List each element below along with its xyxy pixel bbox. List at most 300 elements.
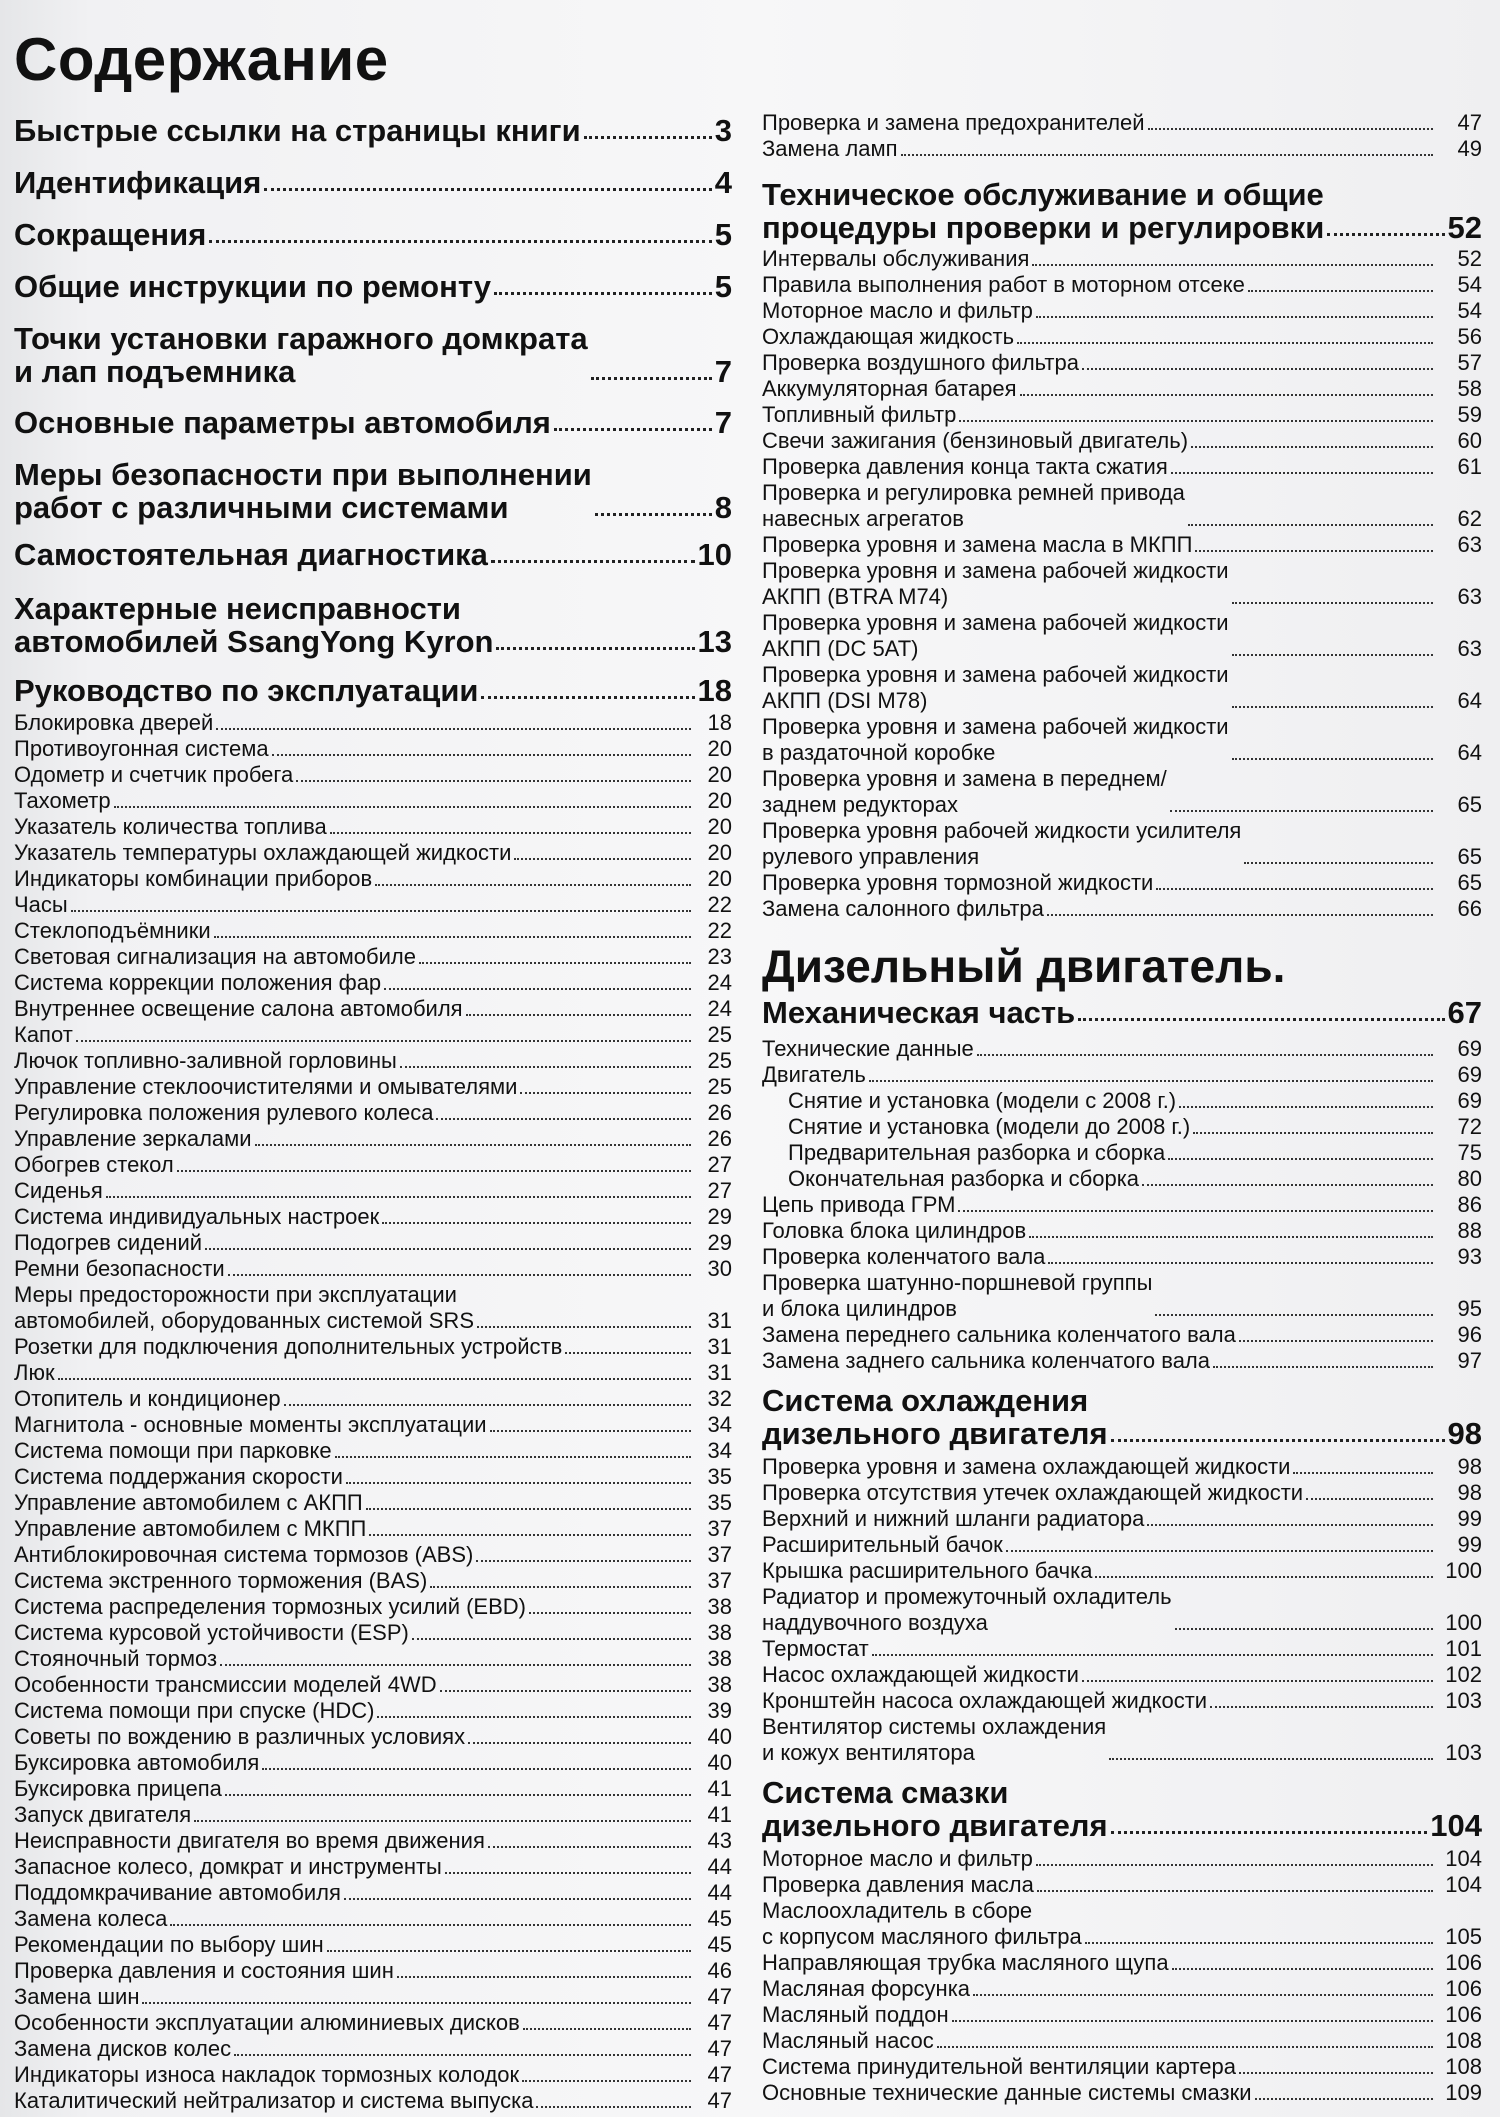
page-number: 34 bbox=[707, 1412, 732, 1437]
toc-entry[interactable] bbox=[762, 1114, 1482, 1140]
page-number: 66 bbox=[1457, 896, 1482, 921]
dot-leader bbox=[419, 962, 691, 964]
page-number: 109 bbox=[1445, 2080, 1482, 2105]
dot-leader bbox=[1293, 1472, 1433, 1474]
dot-leader bbox=[1156, 888, 1433, 890]
toc-entry[interactable] bbox=[14, 1256, 732, 1282]
dot-leader bbox=[494, 292, 712, 295]
toc-entry[interactable] bbox=[14, 1152, 732, 1178]
dot-leader bbox=[481, 696, 694, 699]
toc-entry[interactable] bbox=[14, 1204, 732, 1230]
toc-entry-label-line: АКПП (DSI M78) bbox=[762, 688, 928, 713]
toc-entry[interactable] bbox=[762, 402, 1482, 428]
page-number: 105 bbox=[1445, 1924, 1482, 1949]
toc-entry-label: Управление стеклоочистителями и омывателями bbox=[14, 1074, 518, 1099]
dot-leader bbox=[397, 1976, 691, 1978]
toc-entry[interactable] bbox=[14, 1620, 732, 1646]
toc-entry[interactable] bbox=[14, 1412, 732, 1438]
toc-entry[interactable] bbox=[762, 2080, 1482, 2106]
toc-entry[interactable] bbox=[762, 1088, 1482, 1114]
toc-entry-label: Розетки для подключения дополнительных устройств bbox=[14, 1334, 563, 1359]
page-number: 64 bbox=[1457, 740, 1482, 765]
page-number: 26 bbox=[707, 1100, 732, 1125]
toc-entry[interactable] bbox=[14, 1958, 732, 1984]
toc-entry[interactable] bbox=[762, 662, 1482, 714]
toc-entry[interactable] bbox=[14, 1022, 732, 1048]
toc-entry-label-line: наддувочного воздуха bbox=[762, 1610, 988, 1635]
dot-leader bbox=[1248, 290, 1433, 292]
toc-entry[interactable] bbox=[14, 1906, 732, 1932]
toc-entry-label: Проверка уровня и замена охлаждающей жидкости bbox=[762, 1454, 1291, 1479]
toc-entry-title bbox=[14, 458, 592, 524]
toc-entry[interactable] bbox=[762, 1036, 1482, 1062]
toc-entry[interactable] bbox=[762, 1532, 1482, 1558]
toc-entry-title bbox=[14, 322, 588, 388]
toc-entry-title bbox=[762, 1776, 1108, 1842]
page-number: 62 bbox=[1457, 506, 1482, 531]
dot-leader bbox=[344, 1898, 691, 1900]
toc-entry[interactable] bbox=[762, 136, 1482, 162]
toc-entry[interactable] bbox=[14, 918, 732, 944]
dot-leader bbox=[114, 806, 691, 808]
dot-leader bbox=[327, 1950, 691, 1952]
dot-leader bbox=[554, 428, 712, 431]
toc-entry[interactable] bbox=[762, 1480, 1482, 1506]
page-number: 41 bbox=[707, 1776, 732, 1801]
toc-entry[interactable] bbox=[762, 714, 1482, 766]
page-number: 20 bbox=[707, 866, 732, 891]
toc-entry[interactable] bbox=[14, 1334, 732, 1360]
page-number: 99 bbox=[1457, 1532, 1482, 1557]
toc-entry-label: Расширительный бачок bbox=[762, 1532, 1003, 1557]
toc-entry-label: Система распределения тормозных усилий (EBD) bbox=[14, 1594, 526, 1619]
dot-leader bbox=[1036, 316, 1433, 318]
dot-leader bbox=[1078, 1018, 1444, 1021]
toc-entry[interactable] bbox=[762, 1270, 1482, 1322]
dot-leader bbox=[262, 1768, 691, 1770]
toc-entry[interactable] bbox=[762, 246, 1482, 272]
toc-entry[interactable] bbox=[762, 1192, 1482, 1218]
toc-entry[interactable] bbox=[762, 376, 1482, 402]
toc-entry-label: Система помощи при парковке bbox=[14, 1438, 332, 1463]
toc-entry[interactable] bbox=[762, 558, 1482, 610]
toc-entry[interactable] bbox=[14, 2088, 732, 2114]
dot-leader bbox=[1082, 1680, 1433, 1682]
toc-entry-title bbox=[762, 766, 1167, 818]
toc-entry[interactable] bbox=[14, 996, 732, 1022]
toc-entry[interactable] bbox=[14, 1568, 732, 1594]
page-number: 20 bbox=[707, 788, 732, 813]
toc-entry-label-line: навесных агрегатов bbox=[762, 506, 964, 531]
toc-entry-label-line: АКПП (BTRA M74) bbox=[762, 584, 949, 609]
toc-entry-title bbox=[14, 1282, 474, 1334]
page-number: 86 bbox=[1457, 1192, 1482, 1217]
dot-leader bbox=[1232, 654, 1433, 656]
toc-entry-label-line: и лап подъемника bbox=[14, 354, 296, 389]
toc-entry[interactable] bbox=[762, 1384, 1482, 1450]
toc-entry[interactable] bbox=[762, 1218, 1482, 1244]
page-number: 102 bbox=[1445, 1662, 1482, 1687]
dot-leader bbox=[490, 1430, 691, 1432]
dot-leader bbox=[170, 1924, 691, 1926]
toc-entry[interactable] bbox=[14, 218, 732, 251]
page-number: 104 bbox=[1430, 1808, 1482, 1843]
dot-leader bbox=[536, 2106, 691, 2108]
toc-entry[interactable] bbox=[14, 1724, 732, 1750]
dot-leader bbox=[76, 1040, 691, 1042]
toc-entry[interactable] bbox=[14, 970, 732, 996]
toc-entry[interactable] bbox=[762, 1714, 1482, 1766]
toc-entry[interactable] bbox=[762, 2054, 1482, 2080]
page-number: 65 bbox=[1457, 792, 1482, 817]
toc-entry[interactable] bbox=[762, 818, 1482, 870]
toc-entry[interactable] bbox=[14, 1360, 732, 1386]
dot-leader bbox=[869, 1080, 1433, 1082]
toc-entry[interactable] bbox=[14, 814, 732, 840]
toc-entry-title bbox=[762, 1270, 1152, 1322]
toc-entry-label-line: дизельного двигателя bbox=[762, 1416, 1108, 1451]
toc-entry-label: Моторное масло и фильтр bbox=[762, 298, 1033, 323]
toc-entry-label: Основные параметры автомобиля bbox=[14, 405, 551, 440]
page-number: 31 bbox=[707, 1334, 732, 1359]
toc-entry[interactable] bbox=[14, 270, 732, 303]
toc-entry-title bbox=[762, 480, 1185, 532]
toc-entry-label-line: Меры безопасности при выполнении bbox=[14, 457, 592, 492]
page-number: 100 bbox=[1445, 1558, 1482, 1583]
toc-entry[interactable] bbox=[14, 762, 732, 788]
toc-entry-label: Замена переднего сальника коленчатого вала bbox=[762, 1322, 1236, 1347]
toc-entry[interactable] bbox=[14, 1880, 732, 1906]
page-number: 35 bbox=[707, 1490, 732, 1515]
dot-leader bbox=[440, 1690, 691, 1692]
page-number: 18 bbox=[707, 710, 732, 735]
toc-entry[interactable] bbox=[14, 166, 732, 199]
toc-entry-label-line: Точки установки гаражного домкрата bbox=[14, 321, 588, 356]
dot-leader bbox=[220, 1664, 691, 1666]
toc-entry[interactable] bbox=[14, 2036, 732, 2062]
toc-entry-label: Замена дисков колес bbox=[14, 2036, 232, 2061]
toc-entry[interactable] bbox=[14, 674, 732, 707]
toc-entry-label: Замена ламп bbox=[762, 136, 898, 161]
toc-entry[interactable] bbox=[14, 840, 732, 866]
dot-leader bbox=[1020, 394, 1433, 396]
toc-entry-label-line: Проверка уровня и замена рабочей жидкости bbox=[762, 662, 1229, 687]
dot-leader bbox=[1244, 862, 1433, 864]
toc-entry-label-line: Техническое обслуживание и общие bbox=[762, 177, 1324, 212]
dot-leader bbox=[1047, 914, 1433, 916]
page-number: 34 bbox=[707, 1438, 732, 1463]
toc-entry[interactable] bbox=[14, 788, 732, 814]
dot-leader bbox=[1172, 1968, 1433, 1970]
toc-entry-label-line: Система охлаждения bbox=[762, 1383, 1089, 1418]
toc-entry-label: Запасное колесо, домкрат и инструменты bbox=[14, 1854, 442, 1879]
page-number: 39 bbox=[707, 1698, 732, 1723]
dot-leader bbox=[1239, 2072, 1433, 2074]
dot-leader bbox=[466, 1014, 691, 1016]
toc-entry-label: Правила выполнения работ в моторном отсеке bbox=[762, 272, 1245, 297]
toc-entry[interactable] bbox=[762, 480, 1482, 532]
toc-entry-label-line: Меры предосторожности при эксплуатации bbox=[14, 1282, 457, 1307]
toc-entry[interactable] bbox=[14, 1438, 732, 1464]
toc-entry[interactable] bbox=[14, 1490, 732, 1516]
toc-entry[interactable] bbox=[14, 458, 732, 524]
dot-leader bbox=[296, 780, 691, 782]
toc-entry[interactable] bbox=[762, 1976, 1482, 2002]
toc-entry[interactable] bbox=[762, 1776, 1482, 1842]
toc-entry[interactable] bbox=[762, 1062, 1482, 1088]
toc-entry-label: Топливный фильтр bbox=[762, 402, 957, 427]
toc-entry-title bbox=[762, 178, 1324, 244]
toc-entry[interactable] bbox=[762, 110, 1482, 136]
dot-leader bbox=[1036, 1864, 1433, 1866]
dot-leader bbox=[335, 1456, 691, 1458]
toc-entry[interactable] bbox=[762, 1950, 1482, 1976]
toc-entry-label: Управление зеркалами bbox=[14, 1126, 252, 1151]
toc-entry[interactable] bbox=[762, 896, 1482, 922]
page-number: 69 bbox=[1457, 1088, 1482, 1113]
dot-leader bbox=[1170, 810, 1433, 812]
toc-entry[interactable] bbox=[14, 2062, 732, 2088]
toc-entry[interactable] bbox=[762, 1140, 1482, 1166]
toc-entry[interactable] bbox=[762, 532, 1482, 558]
toc-entry[interactable] bbox=[14, 1126, 732, 1152]
page-number: 67 bbox=[1447, 995, 1482, 1030]
toc-entry[interactable] bbox=[762, 298, 1482, 324]
toc-entry-label: Механическая часть bbox=[762, 995, 1076, 1030]
toc-entry-label-line: Проверка уровня и замена рабочей жидкости bbox=[762, 714, 1229, 739]
dot-leader bbox=[1213, 1366, 1433, 1368]
dot-leader bbox=[584, 136, 712, 139]
toc-entry[interactable] bbox=[762, 1244, 1482, 1270]
toc-entry[interactable] bbox=[14, 1230, 732, 1256]
toc-entry[interactable] bbox=[14, 1178, 732, 1204]
toc-entry[interactable] bbox=[14, 944, 732, 970]
page-number: 103 bbox=[1445, 1688, 1482, 1713]
toc-entry[interactable] bbox=[14, 1464, 732, 1490]
page-number: 40 bbox=[707, 1724, 732, 1749]
toc-entry-title bbox=[762, 662, 1229, 714]
dot-leader bbox=[958, 1210, 1433, 1212]
page-number: 106 bbox=[1445, 1976, 1482, 2001]
toc-entry[interactable] bbox=[14, 892, 732, 918]
toc-entry-label: Проверка отсутствия утечек охлаждающей жидкости bbox=[762, 1480, 1304, 1505]
toc-entry[interactable] bbox=[762, 324, 1482, 350]
toc-entry[interactable] bbox=[14, 710, 732, 736]
toc-entry-label: Свечи зажигания (бензиновый двигатель) bbox=[762, 428, 1189, 453]
toc-entry-label: Система экстренного торможения (BAS) bbox=[14, 1568, 428, 1593]
toc-entry[interactable] bbox=[14, 1750, 732, 1776]
dot-leader bbox=[1082, 368, 1433, 370]
toc-entry[interactable] bbox=[762, 1348, 1482, 1374]
dot-leader bbox=[71, 910, 691, 912]
toc-entry-label: Направляющая трубка масляного щупа bbox=[762, 1950, 1169, 1975]
page-number: 38 bbox=[707, 1672, 732, 1697]
toc-entry[interactable] bbox=[762, 2028, 1482, 2054]
toc-entry[interactable] bbox=[14, 2010, 732, 2036]
toc-entry[interactable] bbox=[762, 1662, 1482, 1688]
toc-entry[interactable] bbox=[762, 178, 1482, 244]
toc-entry-label: Система помощи при спуске (HDC) bbox=[14, 1698, 375, 1723]
toc-entry-label: Подогрев сидений bbox=[14, 1230, 203, 1255]
toc-entry[interactable] bbox=[762, 610, 1482, 662]
dot-leader bbox=[477, 1326, 691, 1328]
toc-entry[interactable] bbox=[14, 114, 732, 147]
toc-entry-label: Быстрые ссылки на страницы книги bbox=[14, 113, 581, 148]
section-heading: Дизельный двигатель. bbox=[762, 940, 1286, 992]
dot-leader bbox=[1111, 1439, 1445, 1442]
toc-entry[interactable] bbox=[762, 272, 1482, 298]
toc-entry[interactable] bbox=[762, 428, 1482, 454]
toc-entry-label: Каталитический нейтрализатор и система выпуска bbox=[14, 2088, 534, 2113]
toc-entry[interactable] bbox=[762, 454, 1482, 480]
toc-entry[interactable] bbox=[14, 322, 732, 388]
toc-entry-label: Поддомкрачивание автомобиля bbox=[14, 1880, 341, 1905]
toc-entry[interactable] bbox=[762, 1584, 1482, 1636]
toc-entry-label-line: процедуры проверки и регулировки bbox=[762, 210, 1325, 245]
toc-entry[interactable] bbox=[14, 1594, 732, 1620]
toc-entry[interactable] bbox=[762, 1688, 1482, 1714]
toc-entry[interactable] bbox=[14, 538, 732, 571]
toc-entry-label: Технические данные bbox=[762, 1036, 974, 1061]
dot-leader bbox=[216, 728, 691, 730]
dot-leader bbox=[1171, 472, 1433, 474]
dot-leader bbox=[209, 240, 711, 243]
toc-entry[interactable] bbox=[14, 1542, 732, 1568]
page-number: 88 bbox=[1457, 1218, 1482, 1243]
toc-entry[interactable] bbox=[14, 1282, 732, 1334]
page-number: 44 bbox=[707, 1854, 732, 1879]
toc-entry[interactable] bbox=[762, 1636, 1482, 1662]
page-number: 54 bbox=[1457, 272, 1482, 297]
toc-entry[interactable] bbox=[762, 1846, 1482, 1872]
page-number: 69 bbox=[1457, 1036, 1482, 1061]
dot-leader bbox=[377, 1716, 691, 1718]
toc-entry[interactable] bbox=[762, 1454, 1482, 1480]
toc-entry[interactable] bbox=[762, 1558, 1482, 1584]
toc-entry-label: Замена заднего сальника коленчатого вала bbox=[762, 1348, 1211, 1373]
page-title: Содержание bbox=[14, 26, 389, 93]
page-number: 31 bbox=[707, 1308, 732, 1333]
toc-entry-label: Регулировка положения рулевого колеса bbox=[14, 1100, 434, 1125]
toc-entry-label: Насос охлаждающей жидкости bbox=[762, 1662, 1079, 1687]
toc-entry[interactable] bbox=[762, 1322, 1482, 1348]
toc-entry-label: Система поддержания скорости bbox=[14, 1464, 343, 1489]
dot-leader bbox=[952, 2020, 1433, 2022]
toc-entry[interactable] bbox=[762, 996, 1482, 1029]
toc-entry-label: Одометр и счетчик пробега bbox=[14, 762, 294, 787]
toc-entry[interactable] bbox=[14, 736, 732, 762]
page-number: 98 bbox=[1457, 1480, 1482, 1505]
toc-entry[interactable] bbox=[14, 406, 732, 439]
dot-leader bbox=[412, 1638, 691, 1640]
toc-entry[interactable] bbox=[14, 1698, 732, 1724]
dot-leader bbox=[591, 377, 712, 380]
page-number: 56 bbox=[1457, 324, 1482, 349]
toc-entry-label: Головка блока цилиндров bbox=[762, 1218, 1027, 1243]
toc-entry[interactable] bbox=[14, 1048, 732, 1074]
toc-entry-label: Система индивидуальных настроек bbox=[14, 1204, 380, 1229]
toc-entry[interactable] bbox=[762, 1898, 1482, 1950]
toc-entry-title bbox=[762, 714, 1229, 766]
toc-entry[interactable] bbox=[762, 350, 1482, 376]
dot-leader bbox=[1175, 1628, 1433, 1630]
toc-entry-label-line: АКПП (DC 5AT) bbox=[762, 636, 919, 661]
toc-entry-label: Неисправности двигателя во время движения bbox=[14, 1828, 485, 1853]
toc-entry-label-line: Проверка и регулировка ремней привода bbox=[762, 480, 1185, 505]
page-number: 20 bbox=[707, 736, 732, 761]
toc-entry-label-line: Система смазки bbox=[762, 1775, 1009, 1810]
page-number: 23 bbox=[707, 944, 732, 969]
toc-entry-label: Замена салонного фильтра bbox=[762, 896, 1044, 921]
toc-entry[interactable] bbox=[762, 1506, 1482, 1532]
page-number: 38 bbox=[707, 1620, 732, 1645]
toc-entry-label: Советы по вождению в различных условиях bbox=[14, 1724, 466, 1749]
dot-leader bbox=[529, 1612, 691, 1614]
toc-entry[interactable] bbox=[14, 1932, 732, 1958]
toc-entry[interactable] bbox=[762, 870, 1482, 896]
page-number: 41 bbox=[707, 1802, 732, 1827]
page-number: 65 bbox=[1457, 870, 1482, 895]
dot-leader bbox=[1109, 1758, 1433, 1760]
toc-entry-label: Замена шин bbox=[14, 1984, 140, 2009]
page-number: 108 bbox=[1445, 2054, 1482, 2079]
toc-entry-label-line: заднем редукторах bbox=[762, 792, 959, 817]
toc-entry[interactable] bbox=[14, 592, 732, 658]
toc-entry[interactable] bbox=[14, 1516, 732, 1542]
dot-leader bbox=[272, 754, 691, 756]
toc-entry[interactable] bbox=[14, 1854, 732, 1880]
toc-entry[interactable] bbox=[14, 1802, 732, 1828]
dot-leader bbox=[214, 936, 691, 938]
toc-entry[interactable] bbox=[762, 1872, 1482, 1898]
toc-entry[interactable] bbox=[14, 1386, 732, 1412]
toc-entry[interactable] bbox=[14, 1828, 732, 1854]
page-number: 7 bbox=[714, 405, 732, 440]
page-number: 106 bbox=[1445, 2002, 1482, 2027]
toc-entry[interactable] bbox=[14, 1100, 732, 1126]
toc-entry-label: Обогрев стекол bbox=[14, 1152, 174, 1177]
toc-entry-label: Особенности эксплуатации алюминиевых дисков bbox=[14, 2010, 520, 2035]
page-number: 27 bbox=[707, 1152, 732, 1177]
toc-entry-label-line: Характерные неисправности bbox=[14, 591, 461, 626]
toc-entry-label: Идентификация bbox=[14, 165, 262, 200]
toc-entry[interactable] bbox=[14, 1672, 732, 1698]
toc-entry[interactable] bbox=[762, 766, 1482, 818]
dot-leader bbox=[872, 1654, 1433, 1656]
toc-entry[interactable] bbox=[14, 1984, 732, 2010]
dot-leader bbox=[595, 513, 712, 516]
dot-leader bbox=[382, 1222, 691, 1224]
dot-leader bbox=[476, 1560, 691, 1562]
toc-entry-label: Внутреннее освещение салона автомобиля bbox=[14, 996, 463, 1021]
dot-leader bbox=[194, 1820, 691, 1822]
page-number: 47 bbox=[707, 1984, 732, 2009]
page-number: 104 bbox=[1445, 1846, 1482, 1871]
dot-leader bbox=[468, 1742, 691, 1744]
page-number: 52 bbox=[1457, 246, 1482, 271]
toc-entry[interactable] bbox=[762, 2002, 1482, 2028]
toc-entry[interactable] bbox=[762, 1166, 1482, 1192]
toc-entry-label: Руководство по эксплуатации bbox=[14, 673, 479, 708]
toc-entry-label: Проверка уровня тормозной жидкости bbox=[762, 870, 1154, 895]
toc-entry[interactable] bbox=[14, 1776, 732, 1802]
dot-leader bbox=[366, 1508, 691, 1510]
toc-entry[interactable] bbox=[14, 1646, 732, 1672]
dot-leader bbox=[977, 1054, 1433, 1056]
page-number: 7 bbox=[714, 354, 732, 389]
toc-entry[interactable] bbox=[14, 1074, 732, 1100]
toc-entry[interactable] bbox=[14, 866, 732, 892]
